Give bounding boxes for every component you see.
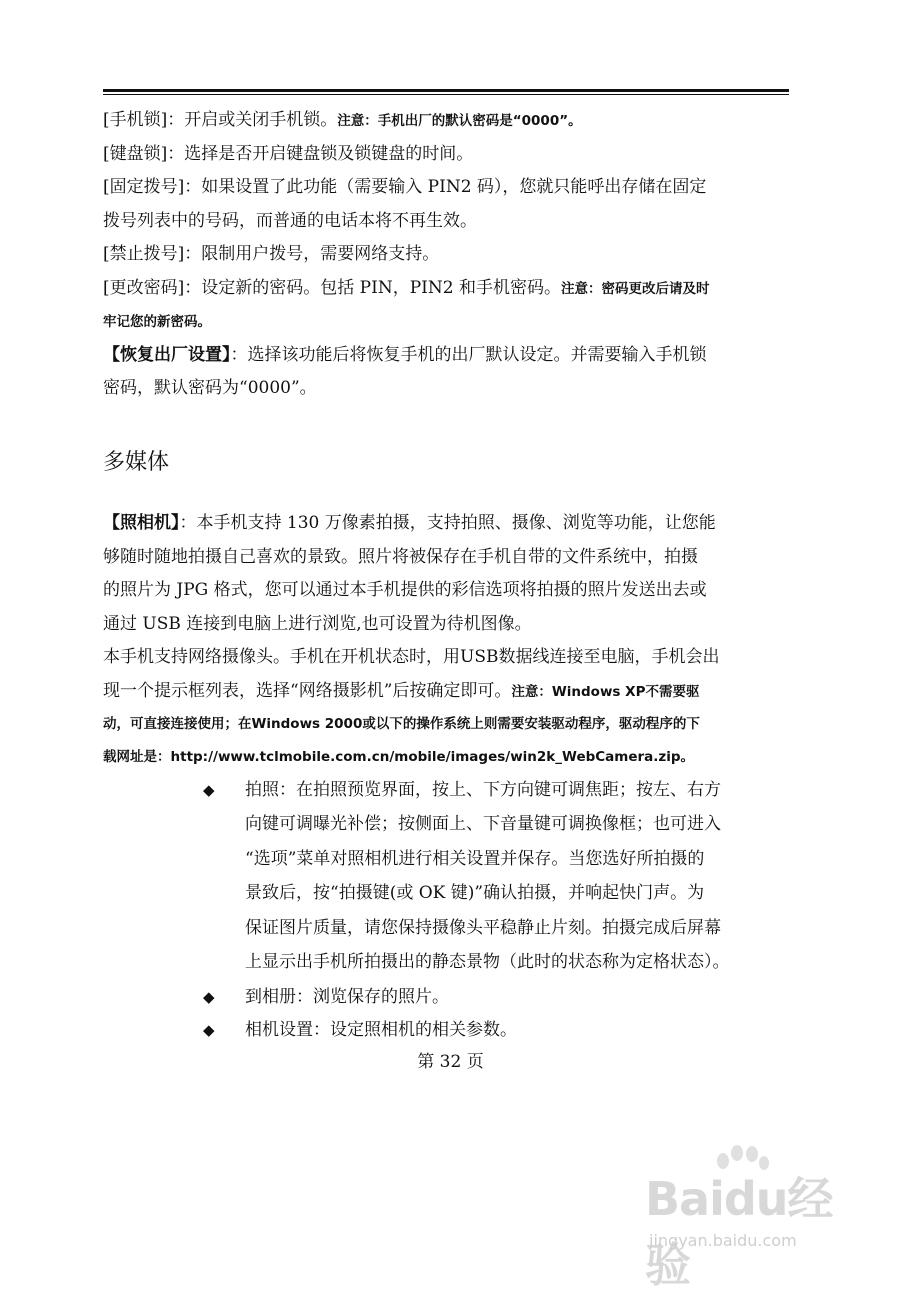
header-rule [103,89,789,92]
factory-reset-title: 【恢复出厂设置】 [103,345,231,365]
phone-lock-text: [手机锁]：开启或关闭手机锁。 [103,110,338,130]
webcam-line-2 [103,675,793,710]
bullet-photo-line: 景致后，按“拍摄键(或 OK 键)”确认拍摄，并响起快门声。为 [245,883,705,903]
webcam-text: 现一个提示框列表，选择“网络摄影机”后按确定即可。 [103,681,512,701]
page-number: 第 32 页 [417,1052,484,1072]
bullet-diamond-icon: ◆ [203,1021,215,1039]
bullet-photo-line: 保证图片质量，请您保持摄像头平稳静止片刻。拍摄完成后屏幕 [245,918,721,938]
bullet-photo-line: 上显示出手机所拍摄出的静态景物（此时的状态称为定格状态）。 [245,952,730,972]
camera-title: 【照相机】 [103,513,180,533]
bullet-diamond-icon: ◆ [203,988,215,1006]
line-change-password [103,272,793,307]
phone-lock-note: 注意：手机出厂的默认密码是“0000”。 [337,113,582,129]
webcam-line-1: 本手机支持网络摄像头。手机在开机状态时，用USB数据线连接至电脑，手机会出 [103,647,720,667]
watermark-url: jingyan.baidu.com [649,1231,797,1250]
line-fixed-dial-2: 拨号列表中的号码，而普通的电话本将不再生效。 [103,211,477,231]
line-keypad-lock: [键盘锁]：选择是否开启键盘锁及锁键盘的时间。 [103,144,474,164]
line-change-password-2 [103,305,793,340]
camera-line-3: 的照片为 JPG 格式，您可以通过本手机提供的彩信选项将拍摄的照片发送出去或 [103,580,707,600]
camera-line-1 [103,507,793,541]
bullet-photo-line: 拍照：在拍照预览界面，按上、下方向键可调焦距；按左、右方 [245,780,721,800]
bullet-album: 到相册：浏览保存的照片。 [245,987,449,1007]
factory-reset-text: ：选择该功能后将恢复手机的出厂默认设定。并需要输入手机锁 [230,345,707,365]
line-fixed-dial-1: [固定拨号]：如果设置了此功能（需要输入 PIN2 码），您就只能呼出存储在固定 [103,177,707,197]
section-heading: 多媒体 [103,450,170,475]
watermark-logo: Baidu经验 [645,1172,833,1292]
change-password-text: [更改密码]：设定新的密码。包括 PIN，PIN2 和手机密码。 [103,278,561,298]
line-factory-reset [103,339,793,373]
webcam-line-4: 载网址是：http://www.tclmobile.com.cn/mobile/images/win2k_WebCamera.zip。 [103,749,695,765]
bullet-photo-line: “选项”菜单对照相机进行相关设置并保存。当您选好所拍摄的 [245,849,705,869]
header-rule-thin [103,94,789,95]
baidu-watermark [645,1145,845,1292]
bullet-camera-settings: 相机设置：设定照相机的相关参数。 [245,1020,517,1040]
webcam-note: 注意：Windows XP不需要驱 [511,684,700,700]
camera-text: ：本手机支持 130 万像素拍摄，支持拍照、摄像、浏览等功能，让您能 [179,513,716,533]
bullet-diamond-icon: ◆ [203,781,215,799]
line-phone-lock [103,104,793,139]
change-password-note: 注意：密码更改后请及时 [560,281,710,297]
line-factory-reset-2: 密码，默认密码为“0000”。 [103,378,317,398]
change-password-note-2: 牢记您的新密码。 [103,314,211,330]
camera-line-4: 通过 USB 连接到电脑上进行浏览,也可设置为待机图像。 [103,614,532,634]
bullet-photo-line: 向键可调曝光补偿；按侧面上、下音量键可调换像框；也可进入 [245,814,721,834]
line-call-barring: [禁止拨号]：限制用户拨号，需要网络支持。 [103,244,440,264]
camera-line-2: 够随时随地拍摄自己喜欢的景致。照片将被保存在手机自带的文件系统中，拍摄 [103,547,698,567]
webcam-line-3: 动，可直接连接使用；在Windows 2000或以下的操作系统上则需要安装驱动程序，驱动程序的下 [103,716,700,732]
